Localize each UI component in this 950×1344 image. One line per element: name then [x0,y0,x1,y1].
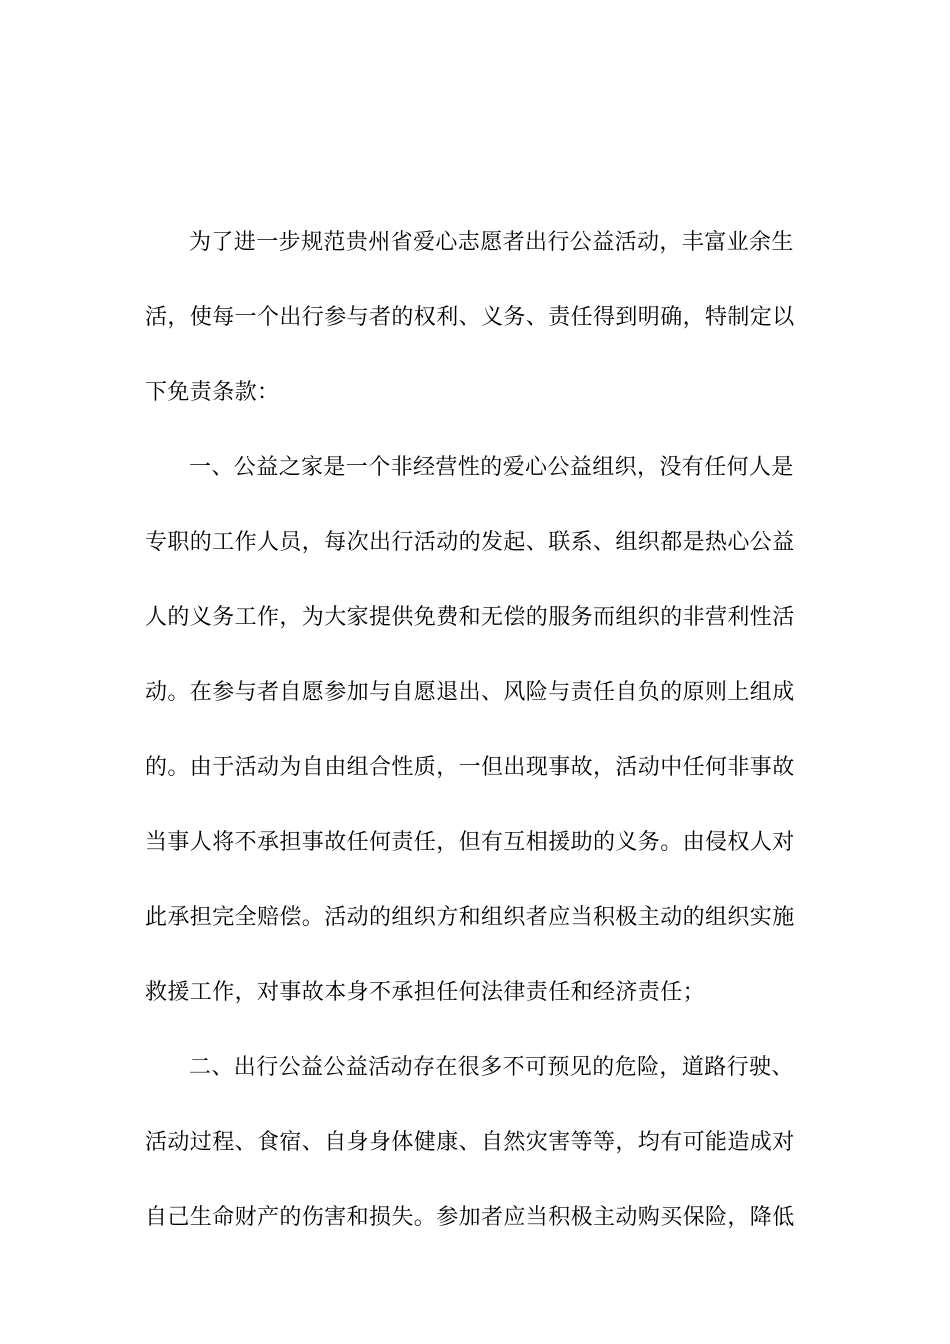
text-line: 下免责条款： [145,380,280,405]
text-line: 当事人将不承担事故任何责任，但有互相援助的义务。由侵权人对 [145,830,795,855]
document-body [145,205,815,1255]
text-line: 此承担完全赔偿。活动的组织方和组织者应当积极主动的组织实施 [145,905,795,930]
text-line: 的。由于活动为自由组合性质，一但出现事故，活动中任何非事故 [145,755,795,780]
paragraph-clause-1 [145,430,815,1030]
text-line: 自己生命财产的伤害和损失。参加者应当积极主动购买保险，降低 [145,1205,795,1230]
text-line: 二、出行公益公益活动存在很多不可预见的危险，道路行驶、 [189,1055,794,1080]
text-line: 人的义务工作，为大家提供免费和无偿的服务而组织的非营利性活 [145,605,795,630]
text-line: 活，使每一个出行参与者的权利、义务、责任得到明确，特制定以 [145,305,795,330]
text-line: 为了进一步规范贵州省爱心志愿者出行公益活动，丰富业余生 [189,230,794,255]
text-line: 动。在参与者自愿参加与自愿退出、风险与责任自负的原则上组成 [145,680,795,705]
paragraph-intro [145,205,815,430]
text-line: 救援工作，对事故本身不承担任何法律责任和经济责任； [145,980,706,1005]
paragraph-clause-2 [145,1030,815,1255]
text-line: 专职的工作人员，每次出行活动的发起、联系、组织都是热心公益 [145,530,795,555]
text-line: 活动过程、食宿、自身身体健康、自然灾害等等，均有可能造成对 [145,1130,795,1155]
text-line: 一、公益之家是一个非经营性的爱心公益组织，没有任何人是 [189,455,794,480]
